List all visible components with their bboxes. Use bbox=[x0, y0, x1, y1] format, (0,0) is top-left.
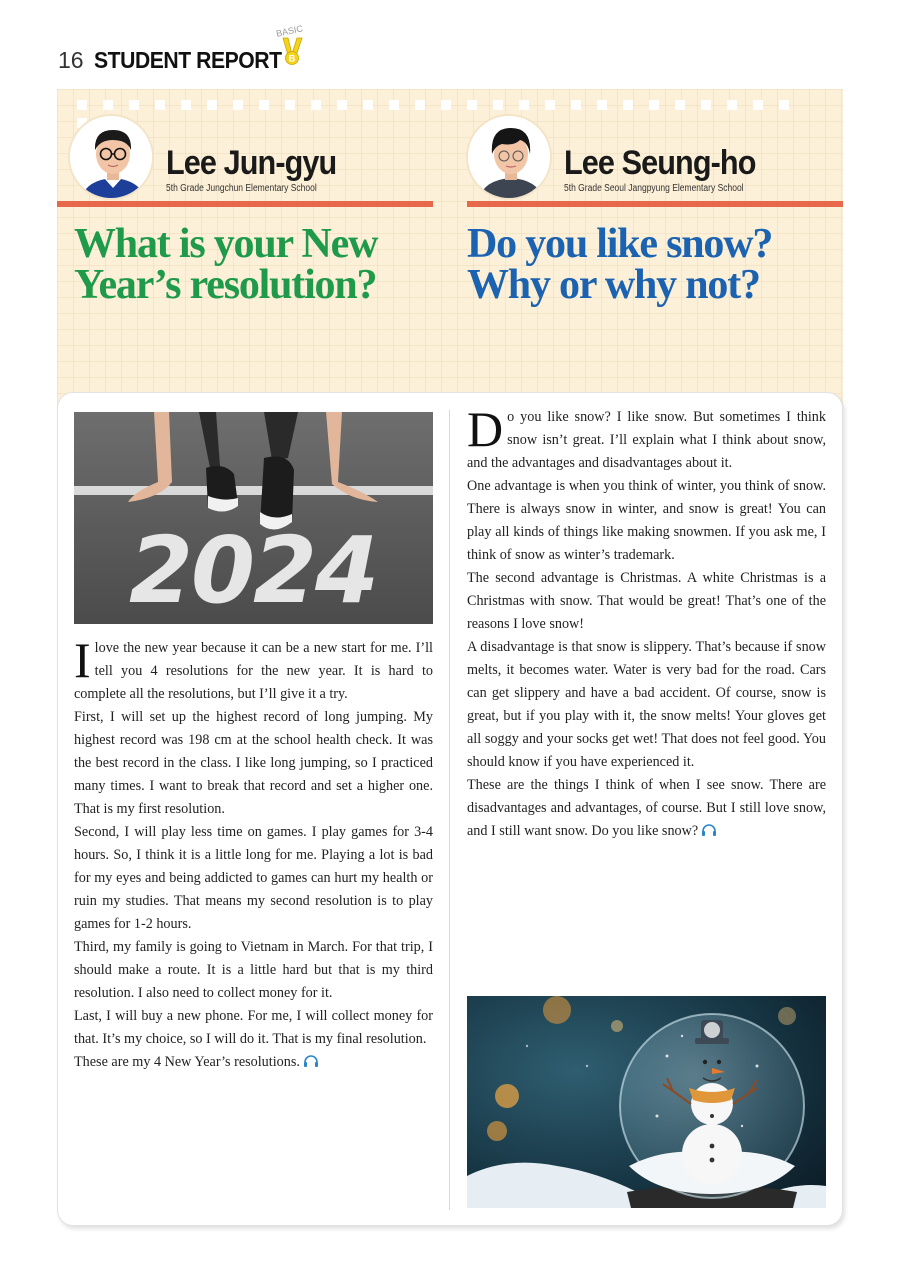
accent-rule-left bbox=[57, 201, 433, 207]
headphones-icon bbox=[303, 1055, 319, 1067]
profile-left bbox=[68, 110, 355, 200]
article-left-paragraph-6 bbox=[74, 1051, 433, 1074]
page-header bbox=[58, 23, 304, 80]
student-name-right: Lee Seung-ho bbox=[564, 144, 756, 182]
article-right-paragraph-2: One advantage is when you think of winter, you think of snow. There is always snow in winter, and snow is great! You can play all kinds of things like making snowmen. If you ask me, I think of snow as winter’s trademark. bbox=[467, 478, 826, 563]
article-left-paragraph-1: love the new year because it can be a new start for me. I’ll tell you 4 resolutions for the new year. It is hard to complete all the resolutions, but I’ll give it a try. bbox=[74, 640, 433, 702]
question-right: Do you like snow? Why or why not? bbox=[467, 221, 773, 308]
avatar-lee-jun-gyu bbox=[68, 114, 154, 200]
dropcap-left: I bbox=[74, 632, 91, 688]
article-right-paragraph-1: o you like snow? I like snow. But sometimes I think snow isn’t great. I’ll explain what I think about snow, and the advantages and disadvantages about it. bbox=[467, 409, 826, 471]
column-divider bbox=[449, 410, 450, 1210]
badge-letter: B bbox=[288, 53, 296, 64]
article-left bbox=[74, 632, 433, 1074]
photo-snow-globe bbox=[467, 996, 826, 1208]
question-left: What is your New Year’s resolution? bbox=[74, 221, 378, 308]
article-right-closing: These are the things I think of when I see snow. There are disadvantages and advantages, of course. But I still love snow, and I still want snow. Do you like snow? bbox=[467, 777, 826, 839]
profile-right bbox=[466, 110, 777, 200]
article-right-paragraph-3: The second advantage is Christmas. A white Christmas is a Christmas with snow. That would be great! That’s one of the reasons I love snow! bbox=[467, 570, 826, 632]
article-right-paragraph-5 bbox=[467, 774, 826, 843]
v-sign-icon bbox=[280, 36, 304, 66]
photo-2024-track bbox=[74, 412, 433, 624]
article-left-paragraph-4: Third, my family is going to Vietnam in March. For that trip, I should make a route. It is a little hard but that is my third resolution. I also need to collect money for it. bbox=[74, 939, 433, 1001]
student-name-left: Lee Jun-gyu bbox=[166, 144, 337, 182]
badge-text: BASIC bbox=[275, 23, 304, 39]
photo-year-text: 2024 bbox=[128, 517, 378, 624]
decorative-dots bbox=[77, 97, 827, 107]
article-right-paragraph-4: A disadvantage is that snow is slippery. That’s because if snow melts, it becomes water. Water is very bad for the road. Cars can get slippery and have a bad accident. Of course, snow is great, but if you play with it, the snow melts! Your gloves get all soggy and your socks get wet! That does not feel good. You should know if you have experienced it. bbox=[467, 639, 826, 770]
student-school-left: 5th Grade Jungchun Elementary School bbox=[166, 183, 317, 194]
running-track-image bbox=[74, 412, 433, 624]
accent-rule-right bbox=[467, 201, 843, 207]
headphones-icon bbox=[701, 824, 717, 836]
snow-globe-image bbox=[467, 996, 826, 1208]
student-school-right: 5th Grade Seoul Jangpyung Elementary School bbox=[564, 183, 744, 194]
article-left-closing: These are my 4 New Year’s resolutions. bbox=[74, 1054, 300, 1070]
student-photo-icon bbox=[468, 116, 552, 200]
article-right bbox=[467, 401, 826, 843]
page-number: 16 bbox=[58, 46, 84, 73]
article-left-paragraph-5: Last, I will buy a new phone. For me, I will collect money for that. It’s my choice, so I will do it. That is my final resolution. bbox=[74, 1008, 433, 1047]
article-left-paragraph-2: First, I will set up the highest record of long jumping. My highest record was 198 cm at the school health check. It was the best record in the class. I like long jumping, so I practiced many times. I want to break that record and set a higher one. That is my first resolution. bbox=[74, 709, 433, 817]
avatar-lee-seung-ho bbox=[466, 114, 552, 200]
basic-badge bbox=[275, 23, 308, 70]
section-title: STUDENT REPORT bbox=[93, 46, 282, 73]
article-left-paragraph-3: Second, I will play less time on games. I play games for 3-4 hours. So, I think it is a little long for me. Playing a lot is bad for my eyes and being addicted to games can hurt my health or ruin my studies. That means my second resolution is to play games for 1-2 hours. bbox=[74, 824, 433, 932]
dropcap-right: D bbox=[467, 401, 504, 457]
student-photo-icon bbox=[70, 116, 154, 200]
